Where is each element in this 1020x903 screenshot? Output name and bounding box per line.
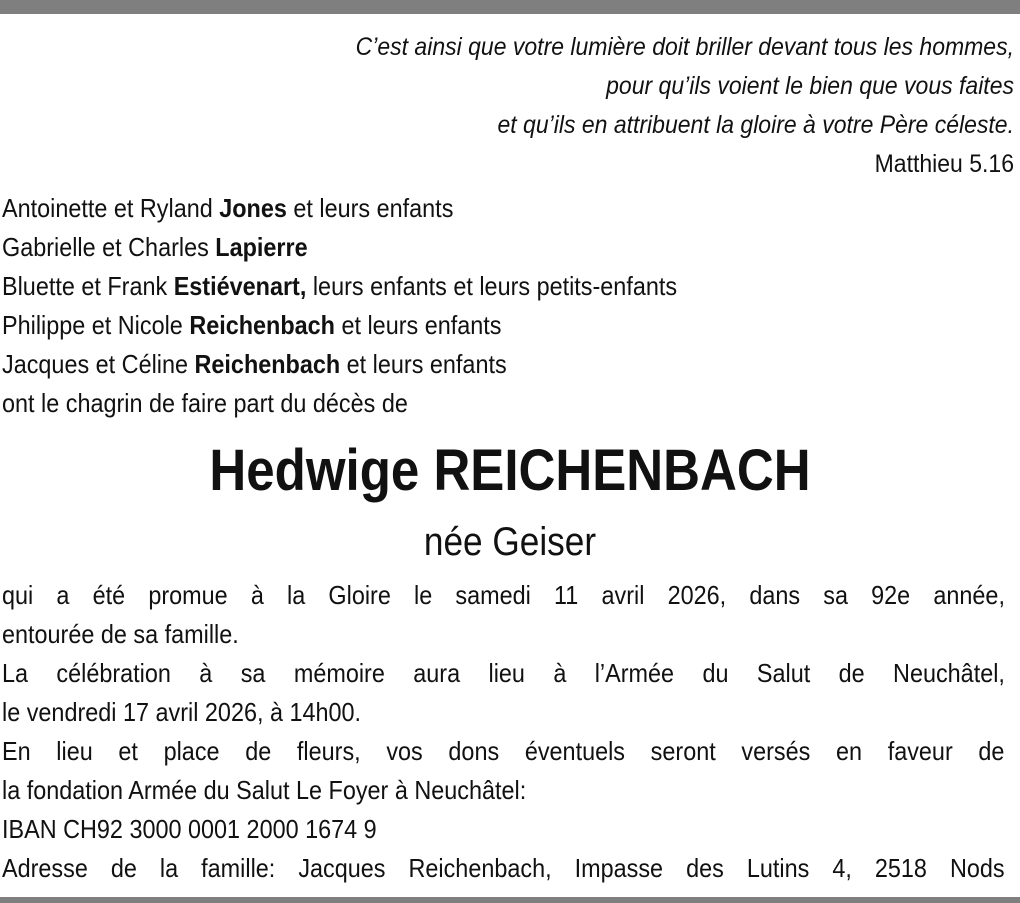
family-row — [2, 306, 677, 345]
family-suffix: et leurs enfants — [334, 310, 502, 340]
details-line-2: entourée de sa famille. — [2, 619, 239, 649]
verse-reference: Matthieu 5.16 — [874, 150, 1014, 178]
family-suffix: et leurs enfants — [340, 349, 507, 379]
bottom-rule — [0, 897, 1020, 903]
family-row — [2, 345, 677, 384]
family-address: Adresse de la famille: Jacques Reichenbach, Impasse des Lutins 4, 2518 Nods — [2, 853, 1005, 883]
details-line-3: La célébration à sa mémoire aura lieu à l’Armée du Salut de Neuchâtel, — [2, 658, 1005, 688]
top-rule — [0, 0, 1020, 14]
family-suffix: leurs enfants et leurs petits-enfants — [306, 271, 678, 301]
family-surname: Reichenbach — [194, 349, 341, 379]
details-line-6: la fondation Armée du Salut Le Foyer à Neuchâtel: — [2, 775, 527, 805]
details-line-1: qui a été promue à la Gloire le samedi 11 avril 2026, dans sa 92e année, — [2, 580, 1005, 610]
family-list — [2, 189, 677, 423]
family-row — [2, 228, 677, 267]
details-line-4: le vendredi 17 avril 2026, à 14h00. — [2, 697, 362, 727]
family-given-names: Gabrielle et Charles — [2, 232, 216, 262]
verse-line-1: C’est ainsi que votre lumière doit briller devant tous les hommes, — [355, 33, 1014, 61]
family-row — [2, 189, 677, 228]
announcement-intro: ont le chagrin de faire part du décès de — [2, 388, 408, 418]
family-surname: Lapierre — [215, 232, 308, 262]
family-row — [2, 267, 677, 306]
verse-line-3: et qu’ils en attribuent la gloire à votre Père céleste. — [497, 111, 1014, 139]
family-given-names: Antoinette et Ryland — [2, 193, 220, 223]
family-given-names: Jacques et Céline — [2, 349, 195, 379]
deceased-name: Hedwige REICHENBACH — [209, 438, 811, 503]
obituary-details — [2, 576, 1005, 888]
family-surname: Reichenbach — [189, 310, 335, 340]
family-surname: Estiévenart, — [173, 271, 307, 301]
verse-line-2: pour qu’ils voient le bien que vous faites — [606, 72, 1014, 100]
family-surname: Jones — [219, 193, 287, 223]
family-suffix: et leurs enfants — [286, 193, 454, 223]
details-line-5: En lieu et place de fleurs, vos dons éventuels seront versés en faveur de — [2, 736, 1005, 766]
family-given-names: Bluette et Frank — [2, 271, 174, 301]
maiden-name: née Geiser — [423, 520, 597, 564]
family-given-names: Philippe et Nicole — [2, 310, 190, 340]
iban-line: IBAN CH92 3000 0001 2000 1674 9 — [2, 814, 377, 844]
bible-verse — [186, 28, 1014, 184]
